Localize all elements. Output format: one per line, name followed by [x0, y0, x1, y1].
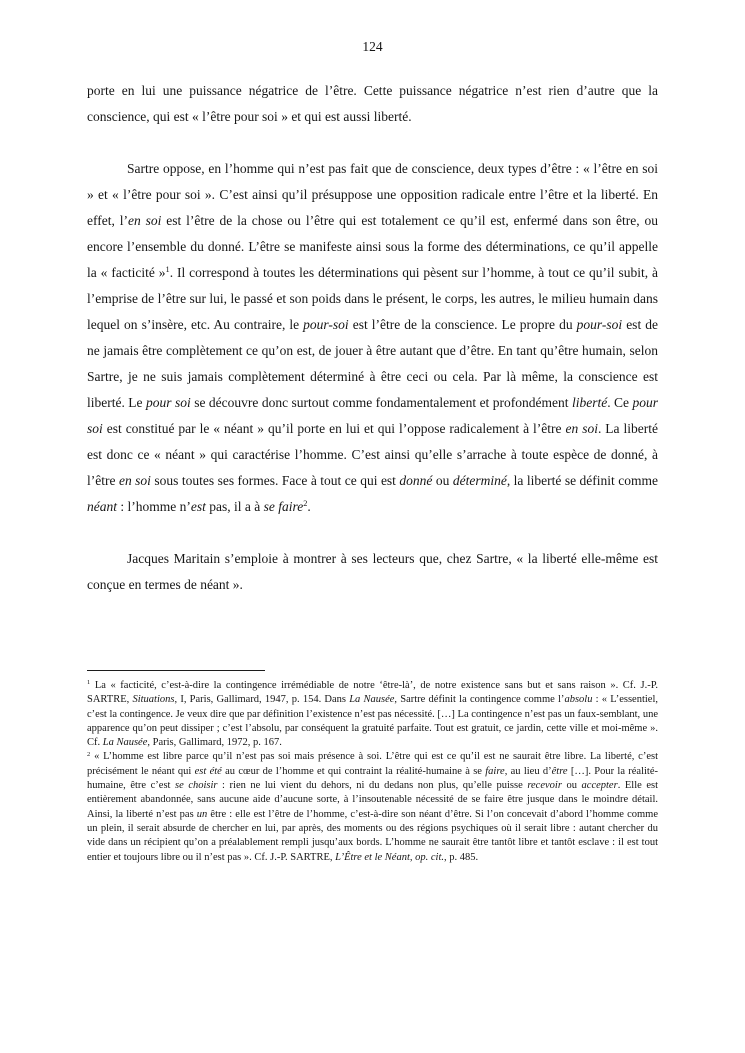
- footnote-1: $^1$ La « facticité, c’est-à-dire la contingence irrémédiable de notre ‘être-là’, de notre existence sans but et sans raison ». Cf. J.-P. SARTRE, Situations, I, Paris, Gallimard, 1947, p. 154. Dans La Nausée, Sartre définit la contingence comme l’absolu : « L’essentiel, c’est la contingence. Je veux dire que par définition l’existence n’est pas nécessité. […] La contingence n’est pas un faux-semblant, une apparence qu’on peut dissiper ; c’est l’absolu, par conséquent la gratuité parfaite. Tout est gratuit, ce jardin, cette ville et moi-même ». Cf. La Nausée, Paris, Gallimard, 1972, p. 167.: [87, 679, 658, 749]
- body-text: [87, 78, 658, 598]
- page-number: 124: [362, 39, 383, 54]
- body-paragraph-2: Sartre oppose, en l’homme qui n’est pas fait que de conscience, deux types d’être : « l’être en soi » et « l’être pour soi ». C’est ainsi qu’il présuppose une opposition radicale entre l’être et la liberté. En effet, l’en soi est l’être de la chose ou l’être qui est totalement ce qu’il est, enfermé dans son être, ou encore l’ensemble du donné. L’être se manifeste ainsi sous la forme des déterminations, ce qu’il appelle la « facticité »$^1$. Il correspond à toutes les déterminations qui pèsent sur l’homme, à tout ce qu’il subit, à l’emprise de l’être sur lui, le passé et son poids dans le présent, le corps, les autres, le milieu humain dans lequel on s’insère, etc. Au contraire, le pour-soi est l’être de la conscience. Le propre du pour-soi est de ne jamais être complètement ce qu’on est, de jouer à être autant que d’être. En tant qu’être humain, selon Sartre, je ne suis jamais complètement déterminé à être ceci ou cela. Par là même, la conscience est liberté. Le pour soi se découvre donc surtout comme fondamentalement et profondément liberté. Ce pour soi est constitué par le « néant » qu’il porte en lui et qui l’oppose radicalement à l’être en soi. La liberté est donc ce « néant » qui caractérise l’homme. C’est ainsi qu’elle s’arrache à toute espèce de donné, à l’être en soi sous toutes ses formes. Face à tout ce qui est donné ou déterminé, la liberté se définit comme néant : l’homme n’est pas, il a à se faire$^2$.: [87, 161, 659, 514]
- footnotes-section: [87, 679, 658, 865]
- body-paragraph-3: Jacques Maritain s’emploie à montrer à ses lecteurs que, chez Sartre, « la liberté elle-même est conçue en termes de néant ».: [87, 551, 658, 592]
- body-paragraph-1: porte en lui une puissance négatrice de l’être. Cette puissance négatrice n’est rien d’autre que la conscience, qui est « l’être pour soi » et qui est aussi liberté.: [87, 83, 658, 124]
- footnote-separator-rule: [87, 670, 265, 671]
- footnote-2: $^2$ « L’homme est libre parce qu’il n’est pas soi mais présence à soi. L’être qui est ce qu’il est ne saurait être libre. La liberté, c’est précisément le néant qui est été au cœur de l’homme et qui contraint la réalité-humaine à se faire, au lieu d’être […]. Pour la réalité-humaine, être c’est se choisir : rien ne lui vient du dehors, ni du dedans non plus, qu’elle puisse recevoir ou accepter. Elle est entièrement abandonnée, sans aucune aide d’aucune sorte, à l’insoutenable nécessité de se faire être jusque dans le moindre détail. Ainsi, la liberté n’est pas un être : elle est l’être de l’homme, c’est-à-dire son néant d’être. Si l’on concevait d’abord l’homme comme un plein, il serait absurde de chercher en lui, par après, des moments ou des régions psychiques où il serait libre : autant chercher du vide dans un récipient qu’on a préalablement rempli jusqu’aux bords. L’homme ne saurait être tantôt libre et tantôt esclave : il est tout entier et toujours libre ou il n’est pas ». Cf. J.-P. SARTRE, L’Être et le Néant, op. cit., p. 485.: [87, 750, 658, 863]
